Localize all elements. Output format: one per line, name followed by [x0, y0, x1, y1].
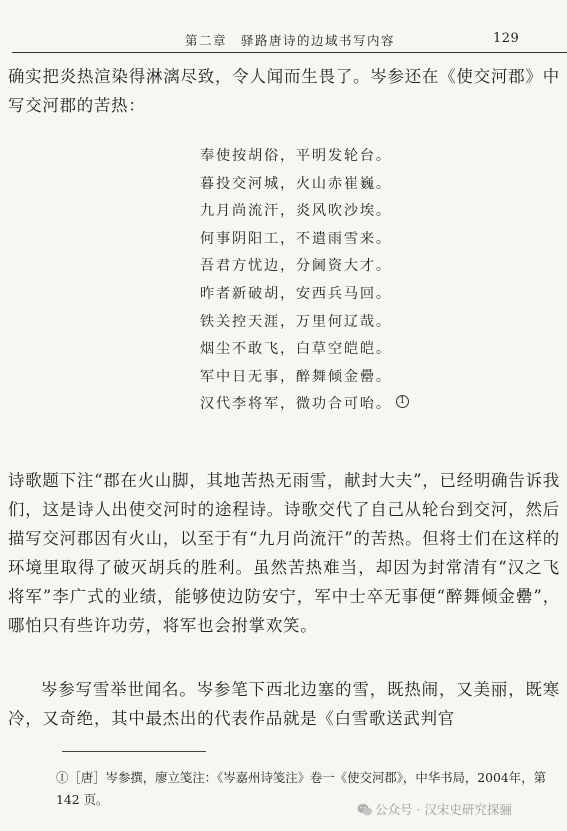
- poem-line-text: 汉代李将军，微功合可咍。: [200, 396, 392, 413]
- poem-line: [200, 336, 409, 364]
- snow-paragraph: 岑参写雪举世闻名。岑参笔下西北边塞的雪，既热闹，又美丽，既寒冷，又奇绝，其中最杰出的代表作品就是《白雪歌送武判官: [8, 680, 560, 728]
- poem-line: [200, 198, 409, 226]
- poem-line: [200, 171, 409, 199]
- footnote: ①［唐］岑参撰，廖立笺注：《岑嘉州诗笺注》卷一《使交河郡》，中华书局，2004年，第 142 页。: [56, 770, 546, 807]
- poem-line-text: 烟尘不敢飞，白草空皑皑。: [200, 341, 392, 358]
- footnote-marker: 1: [396, 395, 409, 408]
- header-rule: [12, 52, 567, 53]
- poem-line: [200, 226, 409, 254]
- poem-line: [200, 143, 409, 171]
- watermark-text: 公众号 · 汉宋史研究探骊: [375, 802, 512, 817]
- poem-line: [200, 391, 409, 419]
- poem-line-text: 九月尚流汗，炎风吹沙埃。: [200, 203, 392, 220]
- poem-line-text: 军中日无事，醉舞倾金罍。: [200, 368, 392, 385]
- poem-line-text: 何事阴阳工，不遣雨雪来。: [200, 230, 392, 247]
- analysis-paragraph: 诗歌题下注“郡在火山脚，其地苦热无雨雪，献封大夫”，已经明确告诉我们，这是诗人出使交河时的途程诗。诗歌交代了自己从轮台到交河，然后描写交河郡因有火山，以至于有“九月尚流汗”的苦热。但将士们在这样的环境里取得了破灭胡兵的胜利。虽然苦热难当，却因为封常清有“汉之飞将军”李广式的业绩，能够使边防安宁，军中士卒无事便“醉舞倾金罍”，哪怕只有些许功劳，将军也会拊掌欢笑。: [8, 471, 560, 635]
- page-header: [0, 0, 567, 52]
- page-number: 129: [493, 31, 520, 46]
- poem-line-text: 暮投交河城，火山赤崔巍。: [200, 175, 392, 192]
- poem-line: [200, 309, 409, 337]
- poem-block: [200, 143, 409, 419]
- intro-paragraph: 确实把炎热渲染得淋漓尽致，令人闻而生畏了。岑参还在《使交河郡》中写交河郡的苦热：: [8, 67, 560, 115]
- poem-line: [200, 281, 409, 309]
- poem-line: [200, 364, 409, 392]
- footnote-rule: [62, 751, 206, 752]
- poem-line: [200, 253, 409, 281]
- poem-line-text: 昨者新破胡，安西兵马回。: [200, 285, 392, 302]
- poem-line-text: 奉使按胡俗，平明发轮台。: [200, 148, 392, 164]
- wechat-icon: [357, 802, 375, 817]
- poem-line-text: 铁关控天涯，万里何辽哉。: [200, 313, 392, 330]
- poem-line-text: 吾君方忧边，分阃资大才。: [200, 258, 392, 275]
- running-head-title: 第二章 驿路唐诗的边域书写内容: [185, 33, 396, 48]
- watermark: [357, 800, 512, 818]
